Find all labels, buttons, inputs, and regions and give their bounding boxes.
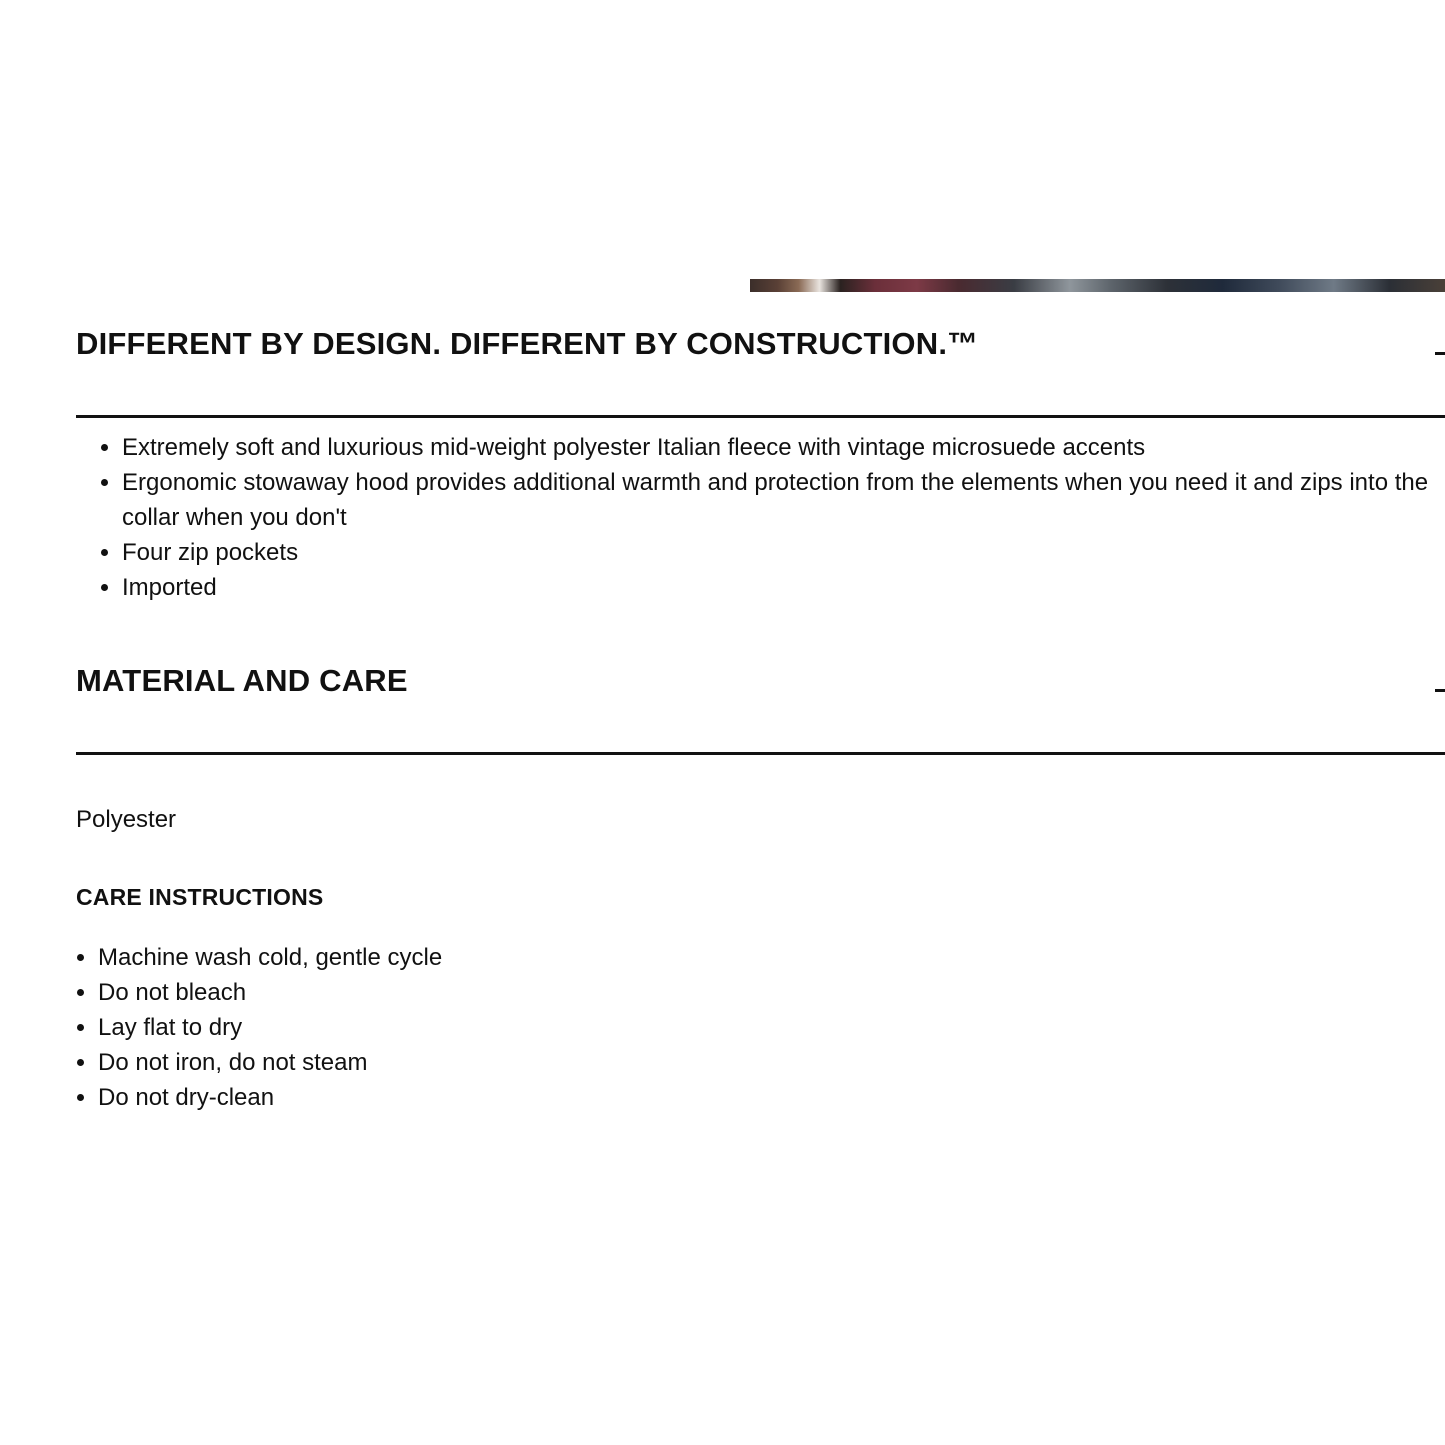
product-photo: [750, 279, 1445, 292]
minus-icon[interactable]: [1435, 352, 1445, 355]
material-section-header[interactable]: [76, 629, 1445, 755]
care-list: [76, 940, 442, 1115]
fabric-text: Polyester: [76, 806, 177, 833]
list-item: • Ergonomic stowaway hood provides additional warmth and protection from the elements when you need it and zips into the collar when you don't: [122, 465, 1432, 535]
list-item: • Do not dry-clean: [98, 1080, 442, 1115]
list-item: • Lay flat to dry: [98, 1010, 442, 1045]
list-item: • Do not iron, do not steam: [98, 1045, 442, 1080]
list-item: • Machine wash cold, gentle cycle: [98, 940, 442, 975]
list-item: • Imported: [122, 570, 1432, 605]
list-item: • Four zip pockets: [122, 535, 1432, 570]
feature-list: [76, 430, 1432, 605]
list-item: • Do not bleach: [98, 975, 442, 1010]
design-section: [76, 292, 1445, 418]
design-section-title: DIFFERENT BY DESIGN. DIFFERENT BY CONSTRUCTION.™: [76, 326, 979, 361]
material-section: [76, 629, 1445, 755]
material-section-title: MATERIAL AND CARE: [76, 663, 408, 698]
design-section-header[interactable]: [76, 292, 1445, 418]
care-instructions-heading: CARE INSTRUCTIONS: [76, 884, 324, 910]
list-item: • Extremely soft and luxurious mid-weight polyester Italian fleece with vintage microsuede accents: [122, 430, 1432, 465]
minus-icon[interactable]: [1435, 689, 1445, 692]
